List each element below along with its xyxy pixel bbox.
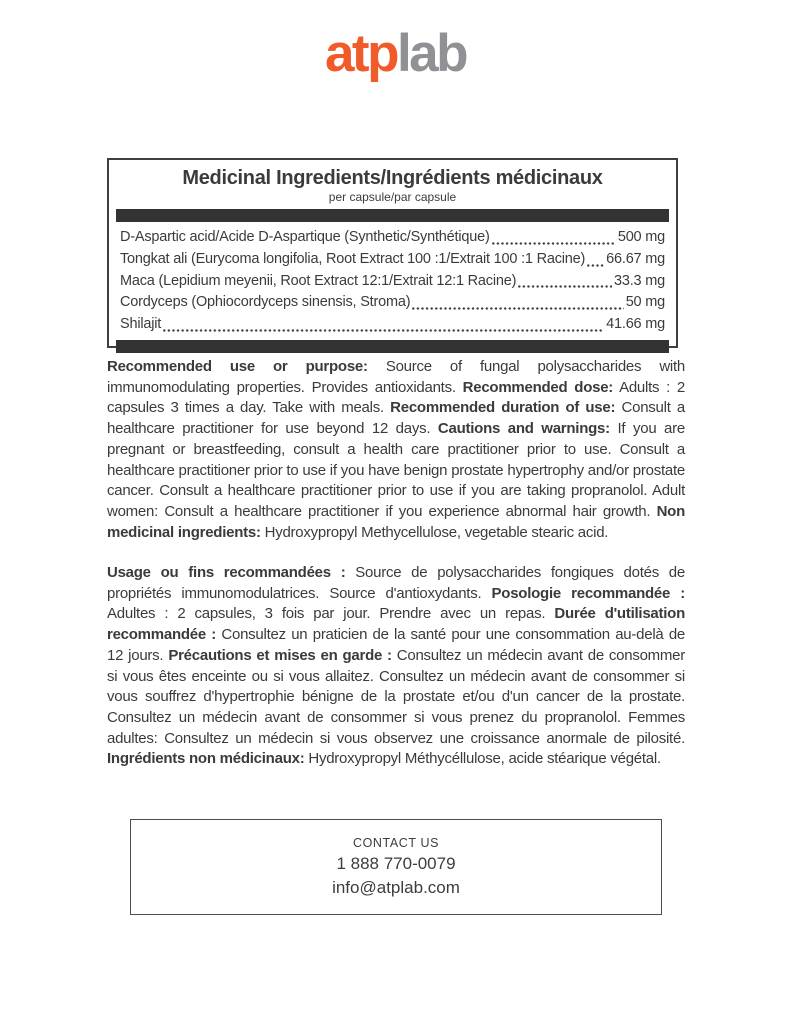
ingredient-name: D-Aspartic acid/Acide D-Aspartique (Synthetic/Synthétique)	[120, 229, 490, 245]
ingredient-amount: 41.66 mg	[606, 316, 665, 333]
panel-subtitle: per capsule/par capsule	[328, 190, 457, 204]
english-directions-paragraph: Recommended use or purpose: Source of fungal polysaccharides with immunomodulating properties. Provides antioxidants. Recommended dose: Adults : 2 capsules 3 times a day. Take with meals. Recommended duration of use: Consult a healthcare practitioner for use beyond 12 days. Cautions and warnings: If you are pregnant or breastfeeding, consult a health care practitioner prior to use. Consult a healthcare practitioner prior to use if you have benign prostate hypertrophy and/or prostate cancer. Consult a healthcare practitioner prior to use if you are taking propranolol. Adult women: Consult a healthcare practitioner if you experience abnormal hair growth. Non medicinal ingredients: Hydroxypropyl Methycellulose, vegetable stearic acid.	[107, 358, 686, 541]
contact-box	[130, 819, 662, 915]
ingredient-name: Maca (Lepidium meyenii, Root Extract 12:1/Extrait 12:1 Racine)	[120, 272, 517, 289]
ingredient-row	[120, 249, 665, 271]
logo-text-atp: atp	[324, 24, 397, 83]
contact-email: info@atplab.com	[332, 878, 460, 897]
ingredient-amount: 50 mg	[625, 294, 665, 311]
ingredient-name: Cordyceps (Ophiocordyceps sinensis, Stroma)	[120, 294, 411, 311]
ingredient-amount: 33.3 mg	[614, 272, 665, 289]
divider-bar-bottom	[116, 340, 669, 353]
contact-heading: CONTACT US	[352, 836, 440, 850]
dot-leader	[163, 318, 604, 336]
dot-leader	[412, 296, 623, 314]
panel-title: Medicinal Ingredients/Ingrédients médicinaux	[182, 167, 603, 189]
dot-leader	[492, 231, 616, 249]
ingredient-row	[120, 227, 665, 249]
ingredient-list	[116, 222, 669, 340]
french-directions-paragraph: Usage ou fins recommandées : Source de polysaccharides fongiques dotés de propriétés immunomodulatrices. Source d'antioxydants. Posologie recommandée : Adultes : 2 capsules, 3 fois par jour. Prendre avec un repas. Durée d'utilisation recommandée : Consultez un praticien de la santé pour une consommation au-delà de 12 jours. Précautions et mises en garde : Consultez un médecin avant de consommer si vous êtes enceinte ou si vous allaitez. Consultez un médecin avant de consommer si vous souffrez d'hypertrophie bénigne de la prostate et/ou d'un cancer de la prostate. Consultez un médecin avant de consommer si vous prenez du propranolol. Femmes adultes: Consultez un médecin si vous observez une croissance anormale de pilosité. Ingrédients non médicinaux: Hydroxypropyl Méthycéllulose, acide stéarique végétal.	[107, 564, 686, 768]
ingredient-row	[120, 314, 665, 336]
dot-leader	[518, 274, 612, 292]
ingredient-name: Tongkat ali (Eurycoma longifolia, Root Extract 100 :1/Extrait 100 :1 Racine)	[120, 250, 586, 267]
medicinal-ingredients-panel	[107, 158, 678, 348]
contact-phone: 1 888 770-0079	[336, 854, 456, 873]
ingredient-row	[120, 292, 665, 314]
ingredient-amount: 66.67 mg	[606, 250, 665, 267]
logo-text-lab: lab	[396, 24, 467, 83]
dot-leader	[587, 253, 604, 271]
ingredient-row	[120, 271, 665, 293]
ingredient-amount: 500 mg	[617, 229, 665, 245]
divider-bar-top	[116, 209, 669, 222]
ingredient-name: Shilajit	[120, 316, 162, 333]
brand-logo	[0, 26, 791, 82]
